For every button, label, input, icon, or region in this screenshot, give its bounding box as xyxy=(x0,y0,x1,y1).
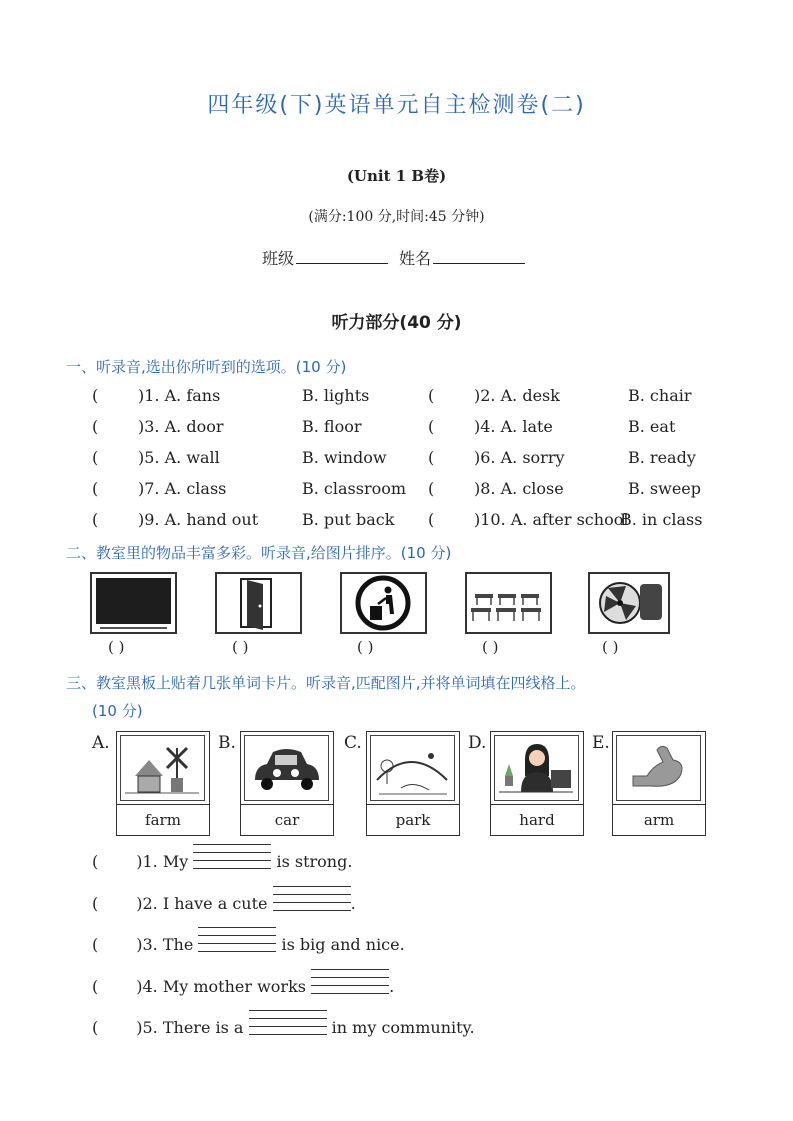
card-word: farm xyxy=(117,804,209,835)
desks-icon xyxy=(465,572,552,634)
name-blank[interactable] xyxy=(433,249,525,264)
fan-icon xyxy=(588,572,670,634)
answer-paren-5[interactable]: ( ) xyxy=(602,638,619,656)
arm-muscle-icon xyxy=(616,735,701,801)
fill-item-3: ( )3. The is big and nice. xyxy=(92,935,405,955)
name-bar xyxy=(0,246,793,269)
name-label: 姓名 xyxy=(399,249,432,268)
word-card-arm xyxy=(612,731,706,836)
office-worker-icon xyxy=(494,735,579,801)
card-word: arm xyxy=(613,804,705,835)
answer-paren-3[interactable]: ( ) xyxy=(357,638,374,656)
door-icon xyxy=(215,572,302,634)
answer-paren-4[interactable]: ( ) xyxy=(482,638,499,656)
fill-item-5: ( )5. There is a in my community. xyxy=(92,1018,475,1038)
class-label: 班级 xyxy=(261,249,294,268)
blackboard-icon xyxy=(90,572,177,634)
car-icon xyxy=(244,735,329,801)
word-card-park xyxy=(366,731,460,836)
card-letter-d: D. xyxy=(468,733,487,753)
four-line-blank[interactable] xyxy=(193,854,271,872)
four-line-blank[interactable] xyxy=(311,979,389,997)
card-word: hard xyxy=(491,804,583,835)
farm-icon xyxy=(120,735,205,801)
card-letter-c: C. xyxy=(344,733,362,753)
card-letter-b: B. xyxy=(218,733,236,753)
score-line: (满分:100 分,时间:45 分钟) xyxy=(308,209,485,225)
fill-item-1: ( )1. My is strong. xyxy=(92,852,352,872)
section2-heading: 二、教室里的物品丰富多彩。听录音,给图片排序。(10 分) xyxy=(66,544,452,562)
part-title: 听力部分(40 分) xyxy=(331,313,462,333)
four-line-blank[interactable] xyxy=(249,1020,327,1038)
card-letter-a: A. xyxy=(92,733,110,753)
word-card-hard xyxy=(490,731,584,836)
unit-subtitle: (Unit 1 B卷) xyxy=(346,167,447,185)
four-line-blank[interactable] xyxy=(273,896,351,914)
fill-item-4: ( )4. My mother works . xyxy=(92,977,394,997)
four-line-blank[interactable] xyxy=(198,937,276,955)
word-card-car xyxy=(240,731,334,836)
fill-item-2: ( )2. I have a cute . xyxy=(92,894,356,914)
word-card-farm xyxy=(116,731,210,836)
section3-heading: 三、教室黑板上贴着几张单词卡片。听录音,匹配图片,并将单词填在四线格上。 xyxy=(66,674,586,692)
class-blank[interactable] xyxy=(296,249,388,264)
answer-paren-2[interactable]: ( ) xyxy=(232,638,249,656)
card-word: car xyxy=(241,804,333,835)
page-title: 四年级(下)英语单元自主检测卷(二) xyxy=(207,93,586,118)
section3-heading-score: (10 分) xyxy=(92,702,143,720)
park-icon xyxy=(370,735,455,801)
section1-heading: 一、听录音,选出你所听到的选项。(10 分) xyxy=(66,358,347,376)
no-littering-sign-icon xyxy=(340,572,427,634)
card-word: park xyxy=(367,804,459,835)
answer-paren-1[interactable]: ( ) xyxy=(108,638,125,656)
card-letter-e: E. xyxy=(592,733,610,753)
